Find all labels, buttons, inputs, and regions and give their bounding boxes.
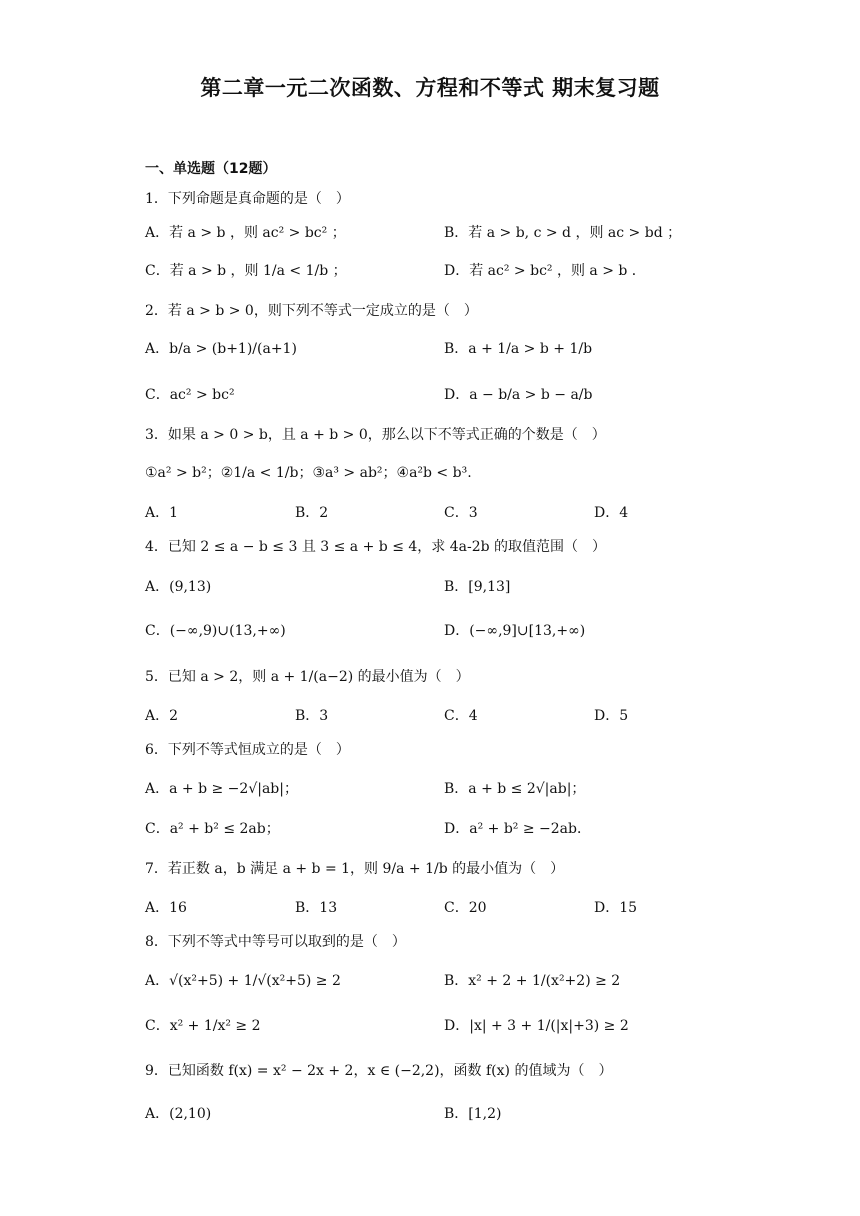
q7-option-d: D．15 [594, 900, 638, 916]
q2-option-b: B．a + 1/a > b + 1/b [444, 341, 593, 357]
q4-option-d: D．(−∞,9]∪[13,+∞) [444, 623, 586, 639]
question-3-stem: 3．如果 a > 0 > b，且 a + b > 0，那么以下不等式正确的个数是（ ） [145, 427, 606, 443]
q2-option-a: A．b/a > (b+1)/(a+1) [145, 341, 297, 357]
question-9-stem: 9．已知函数 f(x) = x² − 2x + 2，x ∈ (−2,2)，函数 f(x) 的值域为（ ） [145, 1063, 613, 1079]
question-7-stem: 7．若正数 a，b 满足 a + b = 1，则 9/a + 1/b 的最小值为（ ） [145, 861, 565, 877]
q7-option-c: C．20 [444, 900, 487, 916]
q5-option-a: A．2 [145, 708, 179, 724]
q3-option-c: C．3 [444, 505, 478, 521]
q3-option-b: B．2 [295, 505, 329, 521]
q3-option-a: A．1 [145, 505, 179, 521]
q6-option-a: A．a + b ≥ −2√|ab|； [145, 781, 298, 797]
page-title: 第二章一元二次函数、方程和不等式 期末复习题 [200, 76, 660, 100]
q3-option-d: D．4 [594, 505, 629, 521]
q2-option-c: C．ac² > bc² [145, 387, 235, 403]
q7-option-b: B．13 [295, 900, 338, 916]
q8-option-a: A．√(x²+5) + 1/√(x²+5) ≥ 2 [145, 973, 341, 989]
question-5-stem: 5．已知 a > 2，则 a + 1/(a−2) 的最小值为（ ） [145, 669, 470, 685]
question-4-stem: 4．已知 2 ≤ a − b ≤ 3 且 3 ≤ a + b ≤ 4，求 4a-2b 的取值范围（ ） [145, 539, 607, 555]
q4-option-c: C．(−∞,9)∪(13,+∞) [145, 623, 286, 639]
q1-option-a: A．若 a > b ，则 ac² > bc² ； [145, 225, 346, 241]
q6-option-b: B．a + b ≤ 2√|ab|； [444, 781, 586, 797]
q4-option-a: A．(9,13) [145, 579, 212, 595]
q8-option-c: C．x² + 1/x² ≥ 2 [145, 1018, 261, 1034]
q5-option-d: D．5 [594, 708, 629, 724]
q6-option-c: C．a² + b² ≤ 2ab； [145, 821, 280, 837]
q1-option-c: C．若 a > b ，则 1/a < 1/b ； [145, 263, 347, 279]
q5-option-c: C．4 [444, 708, 478, 724]
q2-option-d: D．a − b/a > b − a/b [444, 387, 593, 403]
q6-option-d: D．a² + b² ≥ −2ab． [444, 821, 591, 837]
q1-option-b: B．若 a > b, c > d ，则 ac > bd ； [444, 225, 682, 241]
q8-option-d: D．|x| + 3 + 1/(|x|+3) ≥ 2 [444, 1018, 629, 1034]
section-heading: 一、单选题（12题） [145, 161, 277, 177]
question-6-stem: 6．下列不等式恒成立的是（ ） [145, 742, 350, 758]
q5-option-b: B．3 [295, 708, 329, 724]
q9-option-b: B．[1,2) [444, 1106, 502, 1122]
question-8-stem: 8．下列不等式中等号可以取到的是（ ） [145, 934, 406, 950]
question-1-stem: 1．下列命题是真命题的是（ ） [145, 191, 350, 207]
q9-option-a: A．(2,10) [145, 1106, 212, 1122]
q1-option-d: D．若 ac² > bc² ，则 a > b ． [444, 263, 646, 279]
question-2-stem: 2．若 a > b > 0，则下列不等式一定成立的是（ ） [145, 303, 478, 319]
q8-option-b: B．x² + 2 + 1/(x²+2) ≥ 2 [444, 973, 621, 989]
q3-statements: ①a² > b²；②1/a < 1/b；③a³ > ab²；④a²b < b³. [145, 465, 472, 481]
q4-option-b: B．[9,13] [444, 579, 511, 595]
q7-option-a: A．16 [145, 900, 187, 916]
